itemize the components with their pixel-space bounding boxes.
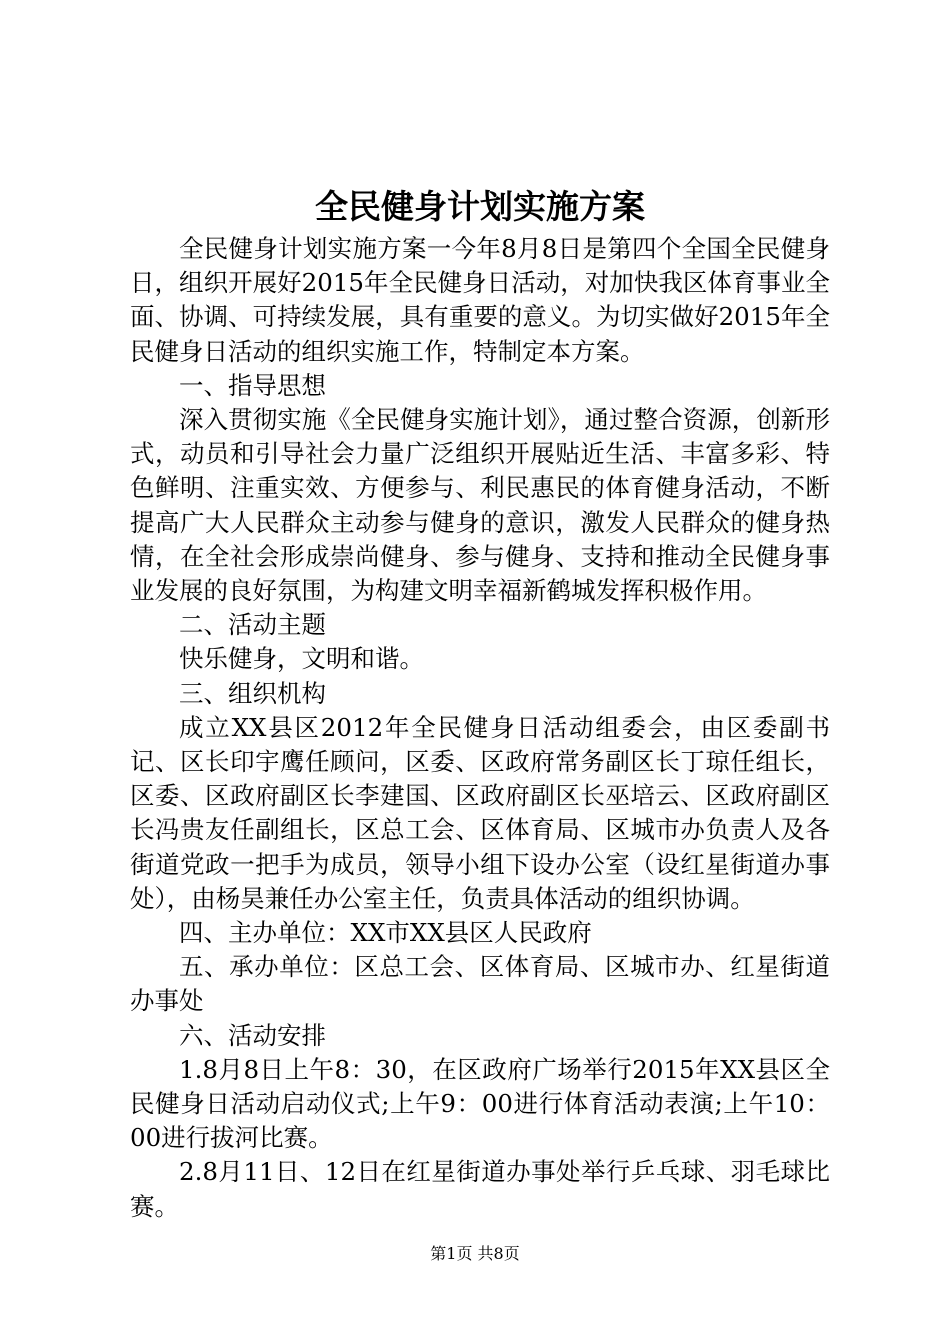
paragraph-guiding-ideology: 深入贯彻实施《全民健身实施计划》，通过整合资源，创新形式，动员和引导社会力量广泛组织开展贴近生活、丰富多彩、特色鲜明、注重实效、方便参与、利民惠民的体育健身活动，不断提高广大人民群众主动参与健身的意识，激发人民群众的健身热情，在全社会形成崇尚健身、参与健身、支持和推动全民健身事业发展的良好氛围，为构建文明幸福新鹤城发挥积极作用。 [130, 405, 830, 606]
paragraph-organizer-unit: 五、承办单位：区总工会、区体育局、区城市办、红星街道办事处 [130, 952, 830, 1016]
page-footer [0, 1242, 950, 1266]
heading-activity-theme: 二、活动主题 [179, 610, 326, 640]
document-title: 全民健身计划实施方案 [315, 187, 645, 226]
paragraph-schedule-item-2: 2.8月11日、12日在红星街道办事处举行乒乓球、羽毛球比赛。 [130, 1157, 830, 1221]
paragraph-host-unit: 四、主办单位：XX市XX县区人民政府 [179, 918, 592, 948]
document-body [130, 232, 830, 1224]
paragraph-activity-theme: 快乐健身，文明和谐。 [179, 644, 424, 674]
heading-guiding-ideology: 一、指导思想 [179, 370, 326, 400]
paragraph-schedule-item-1: 1.8月8日上午8：30，在区政府广场举行2015年XX县区全民健身日活动启动仪式;上午9：00进行体育活动表演;上午10：00进行拔河比赛。 [130, 1054, 830, 1153]
paragraph-organization: 成立XX县区2012年全民健身日活动组委会，由区委副书记、区长印宇鹰任顾问，区委、区政府常务副区长丁琼任组长，区委、区政府副区长李建国、区政府副区长巫培云、区政府副区长冯贵友任副组长，区总工会、区体育局、区城市办负责人及各街道党政一把手为成员，领导小组下设办公室（设红星街道办事处），由杨昊兼任办公室主任，负责具体活动的组织协调。 [130, 712, 830, 913]
paragraph-intro: 全民健身计划实施方案一今年8月8日是第四个全国全民健身日，组织开展好2015年全民健身日活动，对加快我区体育事业全面、协调、可持续发展，具有重要的意义。为切实做好2015年全民健身日活动的组织实施工作，特制定本方案。 [130, 234, 830, 366]
page-indicator: 第1页 共8页 [430, 1244, 520, 1263]
heading-organization: 三、组织机构 [179, 678, 326, 708]
heading-activity-schedule: 六、活动安排 [179, 1020, 326, 1050]
